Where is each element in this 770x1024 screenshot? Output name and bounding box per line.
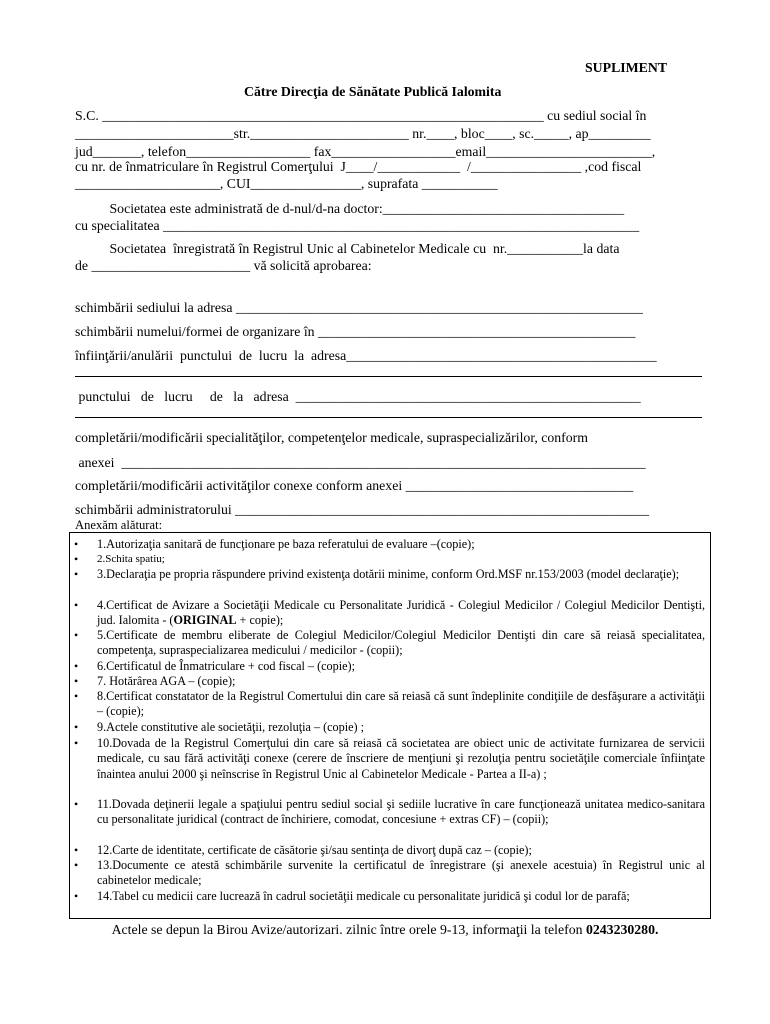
- annex-item: 7. Hotărârea AGA – (copie);: [97, 674, 236, 688]
- request-administrator-change[interactable]: schimbării administratorului ____________________________________________________________: [75, 502, 650, 517]
- document-title: Către Direcţia de Sănătate Publică Ialomita: [244, 84, 502, 99]
- administrator-field[interactable]: Societatea este administrată de d-nul/d-na doctor:___________________________________: [75, 201, 625, 216]
- footer-note: Actele se depun la Birou Avize/autorizari. zilnic între orele 9-13, informaţii la telefon 0243230280.: [111, 922, 659, 937]
- bullet-icon: •: [74, 858, 79, 872]
- bullet-icon: •: [74, 552, 79, 566]
- request-specialties-change: completării/modificării specialităţilor, competenţelor medicale, supraspecializărilor, conform: [75, 430, 589, 445]
- annex-item: 10.Dovada de la Registrul Comerţului din care să reiasă că societatea are obiect unic de activitate furnizarea de servicii medicale, cu sau fără activităţi conexe (cerere de înscriere de menţiuni şi rezoluţia pentru societăţile comerciale înfiinţate înaintea anului 2000 şi neînscrise în Registrul Unic al Cabinetelor Medicale - Partea a II-a) ;: [97, 736, 705, 781]
- address-street-field[interactable]: _______________________str._______________________ nr.____, bloc____, sc._____, ap_________: [75, 126, 651, 141]
- request-annex-field[interactable]: anexei ____________________________________________________________________________: [75, 455, 646, 470]
- registration-number-field[interactable]: cu nr. de înmatriculare în Registrul Comerţului J____/____________ /________________ ,cod fiscal: [75, 159, 642, 174]
- divider-line: [75, 417, 702, 418]
- annex-item: 8.Certificat constatator de la Registrul Comertului din care să reiasă că sunt îndeplinite condiţiile de desfăşurare a activităţii – (copie);: [97, 689, 705, 719]
- company-name-field[interactable]: S.C. ________________________________________________________________ cu sediul social în: [75, 108, 647, 123]
- bullet-icon: •: [74, 797, 79, 811]
- annex-item: 14.Tabel cu medicii care lucrează în cadrul societăţii medicale cu personalitate juridică şi codul lor de parafă;: [97, 889, 630, 903]
- cui-surface-field[interactable]: _____________________, CUI________________, suprafata ___________: [75, 176, 498, 191]
- request-workpoint-address[interactable]: punctului de lucru de la adresa __________________________________________________: [75, 389, 641, 404]
- bullet-icon: •: [74, 889, 79, 903]
- registry-number-field[interactable]: Societatea înregistrată în Registrul Unic al Cabinetelor Medicale cu nr.___________la data: [75, 241, 620, 256]
- supliment-label: SUPLIMENT: [585, 60, 668, 75]
- bullet-icon: •: [74, 720, 79, 734]
- bullet-icon: •: [74, 659, 79, 673]
- registry-date-field[interactable]: de _______________________ vă solicită aprobarea:: [75, 258, 372, 273]
- annex-item: 12.Carte de identitate, certificate de căsătorie şi/sau sentinţa de divorţ după caz – (copie);: [97, 843, 532, 857]
- original-emphasis: ORIGINAL: [173, 613, 237, 628]
- bullet-icon: •: [74, 689, 79, 703]
- bullet-icon: •: [74, 843, 79, 857]
- bullet-icon: •: [74, 736, 79, 750]
- phone-number[interactable]: 0243230280.: [585, 922, 659, 937]
- annex-item: 9.Actele constitutive ale societăţii, rezoluţia – (copie) ;: [97, 720, 365, 734]
- annex-item: 13.Documente ce atestă schimbările survenite la certificatul de înregistrare (şi anexele acestuia) în Registrul unic al cabinetelor medicale;: [97, 858, 705, 888]
- request-change-name[interactable]: schimbării numelui/formei de organizare în ______________________________________________: [75, 324, 636, 339]
- request-workpoint-establish[interactable]: înfiinţării/anulării punctului de lucru la adresa_____________________________________________: [75, 348, 657, 363]
- bullet-icon: •: [74, 598, 79, 612]
- annex-item: 5.Certificate de membru eliberate de Colegiul Medicilor/Colegiul Medicilor Dentişti din care să reiasă specialitatea, competenţa, supraspecializarea medicului / medicilor - (copii);: [97, 628, 705, 658]
- annex-item: 11.Dovada deţinerii legale a spaţiului pentru sediul social şi sediile lucrative în care funcţionează unitatea medico-sanitara cu personalitate juridical (contract de închiriere, comodat, concesiune + extras CF) – (copii);: [97, 797, 705, 827]
- request-change-headquarters[interactable]: schimbării sediului la adresa ___________________________________________________________: [75, 300, 643, 315]
- annex-item: 6.Certificatul de Înmatriculare + cod fiscal – (copie);: [97, 659, 355, 673]
- request-activities-change[interactable]: completării/modificării activităţilor conexe conform anexei _________________________________: [75, 478, 634, 493]
- annex-label: Anexăm alăturat:: [75, 518, 163, 532]
- bullet-icon: •: [74, 628, 79, 642]
- divider-line: [75, 376, 702, 377]
- bullet-icon: •: [74, 537, 79, 551]
- annex-item: 2.Schita spatiu;: [97, 553, 165, 565]
- bullet-icon: •: [74, 674, 79, 688]
- bullet-icon: •: [74, 567, 79, 581]
- annex-item: 1.Autorizaţia sanitară de funcţionare pe baza referatului de evaluare –(copie);: [97, 537, 475, 551]
- contact-field[interactable]: jud_______, telefon__________________ fax__________________email________________________,: [75, 144, 656, 159]
- annex-item: 3.Declaraţia pe propria răspundere privind existenţa dotării minime, conform Ord.MSF nr.153/2003 (model declaraţie);: [97, 567, 680, 581]
- annex-item: 4.Certificat de Avizare a Societăţii Medicale cu Personalitate Juridică - Colegiul Medicilor / Colegiul Medicilor Dentişti, jud. Ialomita - (ORIGINAL + copie);: [97, 598, 705, 628]
- specialty-field[interactable]: cu specialitatea _____________________________________________________________________: [75, 218, 640, 233]
